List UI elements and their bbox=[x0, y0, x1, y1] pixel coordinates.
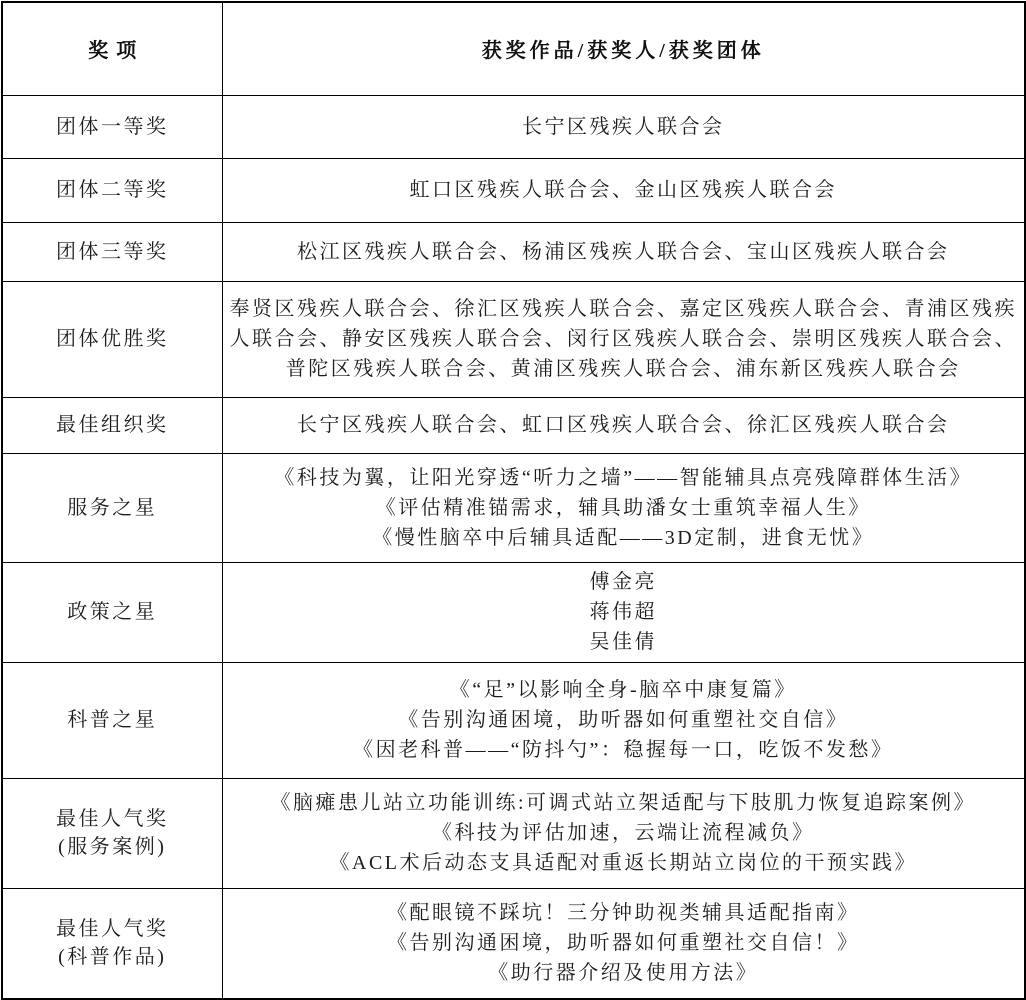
award-name-cell bbox=[2, 95, 222, 158]
winners-cell bbox=[222, 778, 1025, 888]
award-name-cell bbox=[2, 778, 222, 888]
winner-line: 虹口区残疾人联合会、金山区残疾人联合会 bbox=[409, 179, 837, 201]
award-name-line: (科普作品) bbox=[58, 946, 167, 969]
award-name-line: 最佳人气奖 bbox=[56, 808, 169, 830]
award-name-line: (服务案例) bbox=[58, 836, 167, 858]
award-name-cell bbox=[2, 222, 222, 281]
winners-cell bbox=[222, 888, 1025, 999]
award-name-line: 团体优胜奖 bbox=[56, 328, 169, 350]
table-row bbox=[2, 158, 1025, 222]
winners-cell bbox=[222, 222, 1025, 281]
winner-line: 奉贤区残疾人联合会、徐汇区残疾人联合会、嘉定区残疾人联合会、青浦区残疾人联合会、静安区残疾人联合会、闵行区残疾人联合会、崇明区残疾人联合会、普陀区残疾人联合会、黄浦区残疾人联合会、浦东新区残疾人联合会 bbox=[229, 298, 1017, 380]
header-row bbox=[2, 2, 1025, 95]
winner-line: 蒋伟超 bbox=[589, 601, 657, 623]
winner-line: 《慢性脑卒中后辅具适配——3D定制，进食无忧》 bbox=[372, 526, 875, 549]
table-row bbox=[2, 222, 1025, 281]
award-name-cell bbox=[2, 888, 222, 999]
table-row bbox=[2, 778, 1025, 888]
winner-line: 松江区残疾人联合会、杨浦区残疾人联合会、宝山区残疾人联合会 bbox=[297, 240, 950, 263]
winner-line: 《评估精准锚需求，辅具助潘女士重筑幸福人生》 bbox=[375, 496, 871, 519]
awards-table bbox=[1, 1, 1026, 1000]
winner-line: 《科技为评估加速，云端让流程减负》 bbox=[432, 822, 815, 844]
award-name-line: 团体三等奖 bbox=[56, 240, 169, 263]
award-name-line: 最佳人气奖 bbox=[56, 918, 169, 941]
award-name-line: 政策之星 bbox=[67, 601, 158, 623]
winner-line: 长宁区残疾人联合会、虹口区残疾人联合会、徐汇区残疾人联合会 bbox=[297, 414, 950, 436]
award-name-line: 科普之星 bbox=[67, 709, 158, 731]
table-body bbox=[2, 95, 1025, 999]
table-row bbox=[2, 95, 1025, 158]
award-name-cell bbox=[2, 397, 222, 453]
winners-cell bbox=[222, 662, 1025, 778]
award-name-line: 团体二等奖 bbox=[56, 179, 169, 201]
table-row bbox=[2, 453, 1025, 562]
winner-line: 《“足”以影响全身-脑卒中康复篇》 bbox=[449, 679, 797, 701]
winner-line: 《因老科普——“防抖勺”：稳握每一口，吃饭不发愁》 bbox=[353, 739, 894, 761]
table-header bbox=[2, 2, 1025, 95]
winner-line: 《科技为翼，让阳光穿透“听力之墙”——智能辅具点亮残障群体生活》 bbox=[274, 466, 973, 489]
winner-line: 《告别沟通困境，助听器如何重塑社交自信！》 bbox=[387, 932, 860, 955]
table-row bbox=[2, 888, 1025, 999]
table-row bbox=[2, 397, 1025, 453]
winner-line: 《配眼镜不踩坑！三分钟助视类辅具适配指南》 bbox=[387, 902, 860, 925]
table-row bbox=[2, 662, 1025, 778]
winner-line: 《ACL术后动态支具适配对重返长期站立岗位的干预实践》 bbox=[329, 852, 917, 874]
winner-line: 傅金亮 bbox=[589, 571, 657, 593]
award-name-cell bbox=[2, 662, 222, 778]
winner-line: 吴佳倩 bbox=[589, 631, 657, 653]
winners-cell bbox=[222, 95, 1025, 158]
award-name-cell bbox=[2, 158, 222, 222]
winners-column-header: 获奖作品/获奖人/获奖团体 bbox=[222, 2, 1025, 95]
table-row bbox=[2, 281, 1025, 397]
winner-line: 《告别沟通困境，助听器如何重塑社交自信》 bbox=[398, 709, 849, 731]
winner-line: 《助行器介绍及使用方法》 bbox=[488, 962, 759, 985]
winners-cell bbox=[222, 562, 1025, 662]
winner-line: 长宁区残疾人联合会 bbox=[522, 115, 725, 138]
award-name-cell bbox=[2, 281, 222, 397]
winner-line: 《脑瘫患儿站立功能训练:可调式站立架适配与下肢肌力恢复追踪案例》 bbox=[270, 792, 977, 814]
award-name-cell bbox=[2, 562, 222, 662]
award-column-header: 奖项 bbox=[2, 2, 222, 95]
award-name-cell bbox=[2, 453, 222, 562]
award-name-line: 团体一等奖 bbox=[56, 115, 169, 138]
winners-cell bbox=[222, 397, 1025, 453]
winners-cell bbox=[222, 281, 1025, 397]
winners-cell bbox=[222, 453, 1025, 562]
table-row bbox=[2, 562, 1025, 662]
winners-cell bbox=[222, 158, 1025, 222]
award-name-line: 服务之星 bbox=[67, 496, 158, 519]
award-name-line: 最佳组织奖 bbox=[56, 414, 169, 436]
